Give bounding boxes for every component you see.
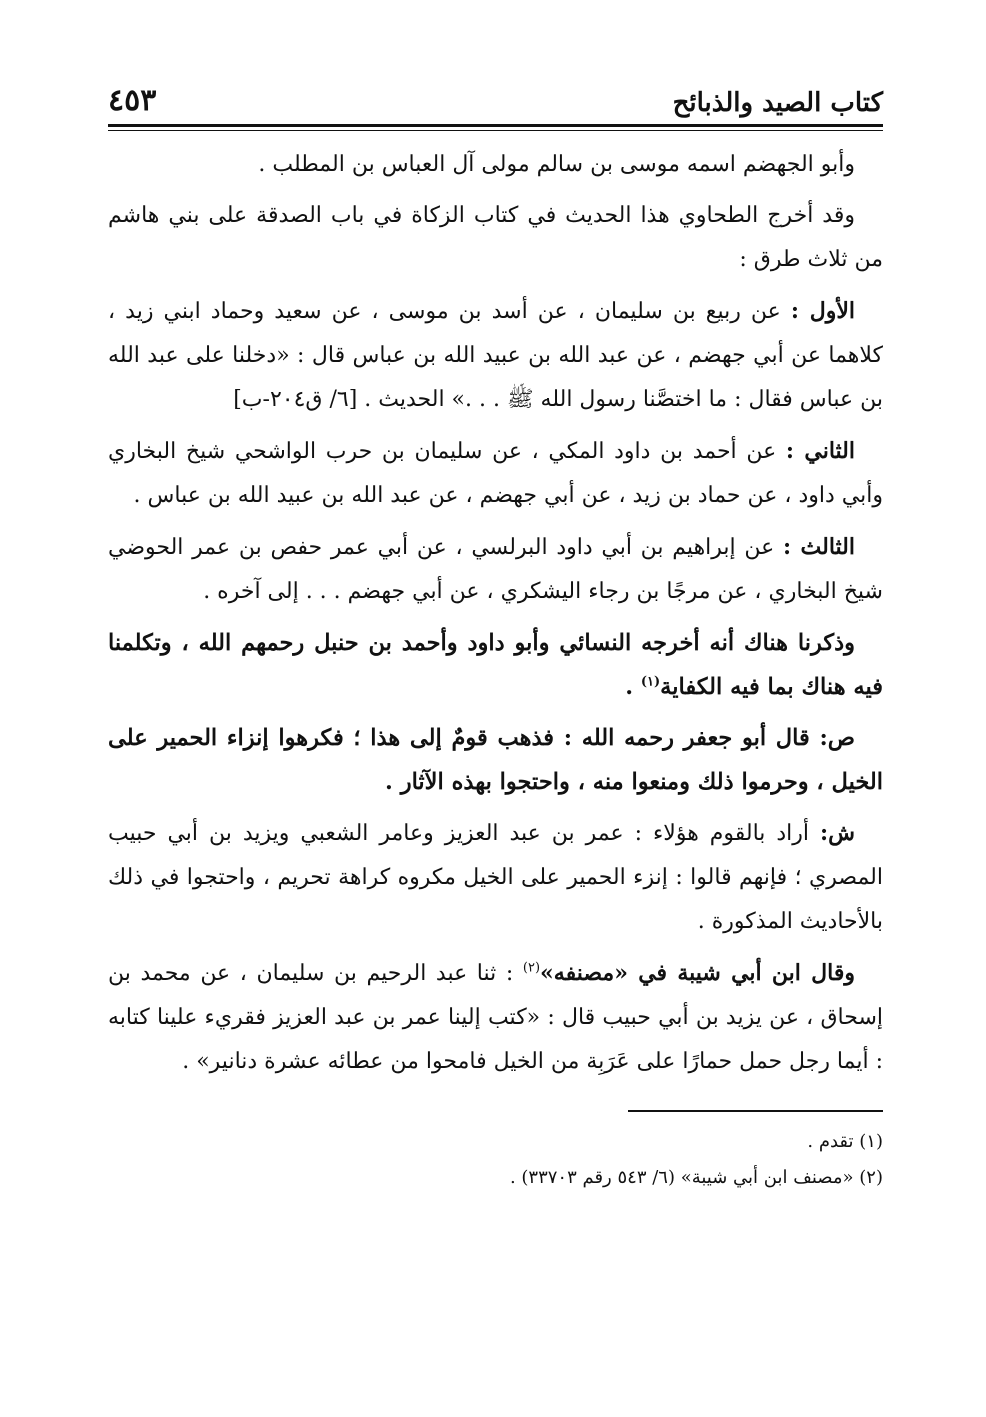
- paragraph-matn: [108, 716, 883, 804]
- footnote-2: (٢) «مصنف ابن أبي شيبة» (٦/ ٥٤٣ رقم ٣٣٧٠٣) .: [509, 1167, 883, 1188]
- paragraph-lead: ش:: [820, 820, 855, 846]
- chapter-title: كتاب الصيد والذبائح: [672, 88, 883, 118]
- footnote-separator: [628, 1110, 883, 1112]
- paragraph-lead: الثاني :: [785, 438, 855, 464]
- paragraph-lead: الأول :: [790, 298, 855, 324]
- paragraph-tahawi-intro: [108, 194, 883, 282]
- paragraph-text: قال أبو جعفر رحمه الله : فذهب قومٌ إلى هذا ؛ فكرهوا إنزاء الحمير على الخيل ، وحرموا ذلك ومنعوا منه ، واحتجوا بهذه الآثار .: [108, 725, 883, 795]
- paragraph-text: عن أحمد بن داود المكي ، عن سليمان بن حرب الواشحي شيخ البخاري وأبي داود ، عن حماد بن زيد ، عن أبي جهضم ، عن عبد الله بن عبيد الله بن عباس .: [108, 439, 883, 508]
- main-text: [108, 143, 883, 1084]
- paragraph-text: : ثنا عبد الرحيم بن سليمان ، عن محمد بن إسحاق ، عن يزيد بن أبي حبيب قال : «كتب إلينا عمر بن عبد العزيز فقريء علينا كتابه : أيما رجل حمل حمارًا على عَرَبِة من الخيل فامحوا من عطائه عشرة دنانير» .: [108, 961, 883, 1074]
- paragraph-end: .: [625, 674, 641, 700]
- footnote-ref-1[interactable]: (١): [640, 674, 661, 690]
- paragraph-text: وذكرنا هناك أنه أخرجه النسائي وأبو داود وأحمد بن حنبل رحمهم الله ، وتكلمنا فيه هناك بما فيه الكفاية: [108, 630, 883, 700]
- paragraph-ibn-abi-shayba: [108, 951, 883, 1084]
- paragraph-first-path: [108, 289, 883, 422]
- paragraph-lead: ص:: [819, 725, 855, 751]
- paragraph-text: وقد أخرج الطحاوي هذا الحديث في كتاب الزكاة في باب الصدقة على بني هاشم من ثلاث طرق :: [108, 203, 883, 272]
- paragraph-lead: وقال ابن أبي شيبة في «مصنفه»: [540, 960, 856, 986]
- paragraph-text: عن إبراهيم بن أبي داود البرلسي ، عن أبي عمر حفص بن عمر الحوضي شيخ البخاري ، عن مرجًا بن رجاء اليشكري ، عن أبي جهضم . . . إلى آخره .: [108, 535, 883, 604]
- running-header: [108, 70, 883, 118]
- page-number: ٤٥٣: [108, 83, 157, 118]
- paragraph-text: وأبو الجهضم اسمه موسى بن سالم مولى آل العباس بن المطلب .: [258, 152, 855, 177]
- footnotes: [108, 1124, 883, 1196]
- footnote-ref-2[interactable]: (٢): [522, 960, 541, 976]
- paragraph-text: أراد بالقوم هؤلاء : عمر بن عبد العزيز وعامر الشعبي ويزيد بن أبي حبيب المصري ؛ فإنهم قالوا : إنزء الحمير على الخيل مكروه كراهة تحريم ، واحتجوا في ذلك بالأحاديث المذكورة .: [108, 821, 883, 934]
- paragraph-second-path: [108, 429, 883, 518]
- paragraph-mentioned-sources: [108, 621, 883, 709]
- paragraph-abu-jahdam: [108, 143, 883, 187]
- paragraph-third-path: [108, 525, 883, 614]
- header-rule-thin: [108, 130, 883, 131]
- footnote-1: (١) تقدم .: [807, 1131, 883, 1152]
- paragraph-sharh: [108, 811, 883, 944]
- paragraph-text: عن ربيع بن سليمان ، عن أسد بن موسى ، عن سعيد وحماد ابني زيد ، كلاهما عن أبي جهضم ، عن عبد الله بن عبيد الله بن عباس قال : «دخلنا على عبد الله بن عباس فقال : ما اختصَّنا رسول الله ﷺ . . .» الحديث . [٦/ ق٢٠٤-ب]: [108, 299, 883, 412]
- book-page: [108, 70, 883, 1196]
- paragraph-lead: الثالث :: [783, 534, 855, 560]
- header-rule-thick: [108, 124, 883, 127]
